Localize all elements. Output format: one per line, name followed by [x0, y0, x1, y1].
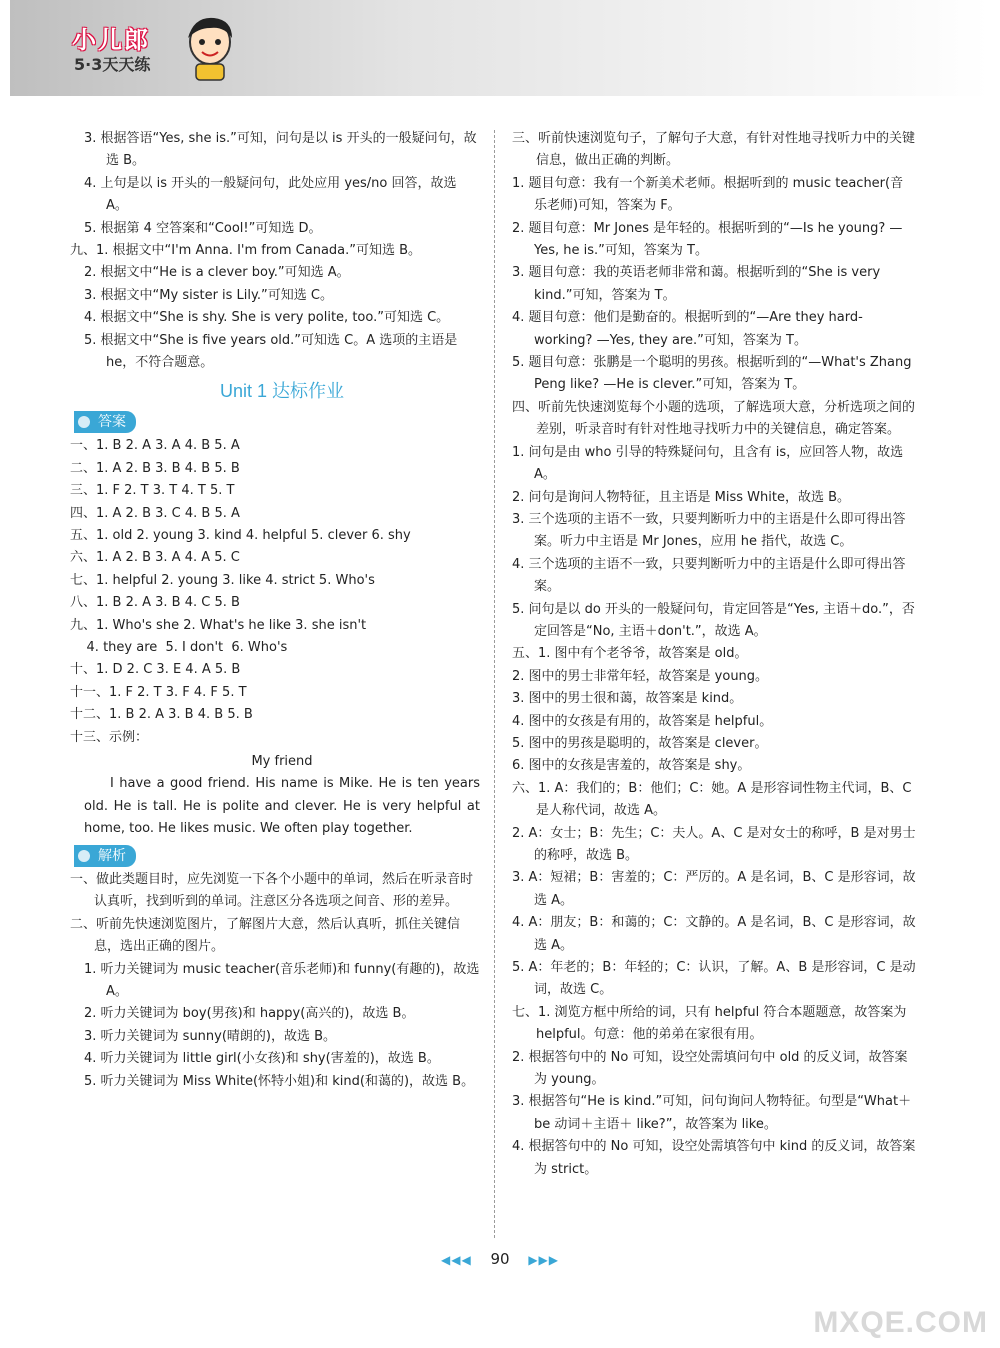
section-four-heading: 四、听前先快速浏览每个小题的选项，了解选项大意，分析选项之间的差别，听录音时有针对性地寻找听力中的关键信息，确定答案。	[512, 399, 916, 438]
list-item: 4. 听力关键词为 little girl(小女孩)和 shy(害羞的)，故选 B。	[84, 1051, 440, 1067]
list-item: 4. 上句是以 is 开头的一般疑问句，此处应用 yes/no 回答，故选 A。	[84, 175, 457, 214]
section-seven-heading: 七、1. 浏览方框中所给的词，只有 helpful 符合本题题意，故答案为 helpful。句意：他的弟弟在家很有用。	[512, 1004, 907, 1043]
section-nine-heading: 九、1. 根据文中“I'm Anna. I'm from Canada.”可知选 B。	[70, 243, 422, 259]
list-item: 3. A：短裙；B：害羞的；C：严厉的。A 是名词，B、C 是形容词，故选 A。	[512, 870, 916, 908]
mascot-icon	[178, 12, 242, 82]
list-item: 4. 根据文中“She is shy. She is very polite, too.”可知选 C。	[84, 310, 450, 326]
answer-row: 七、1. helpful 2. young 3. like 4. strict 5. Who's	[70, 572, 375, 588]
list-item: 3. 题目句意：我的英语老师非常和蔼。根据听到的“She is very kind.”可知，答案为 T。	[512, 265, 881, 303]
list-item: 3. 三个选项的主语不一致，只要判断听力中的主语是什么即可得出答案。听力中主语是 Mr Jones，应用 he 指代，故选 C。	[512, 511, 906, 550]
list-item: 2. A：女士；B：先生；C：夫人。A、C 是对女士的称呼，B 是对男士的称呼，故选 B。	[512, 825, 916, 863]
list-item: 2. 题目句意：Mr Jones 是年轻的。根据听到的“—Is he young? —Yes, he is.”可知，答案为 T。	[512, 220, 903, 259]
answer-label: 答案	[74, 411, 136, 433]
site-watermark: MXQE.COM	[813, 1306, 988, 1339]
list-item: 4. 三个选项的主语不一致，只要判断听力中的主语是什么即可得出答案。	[512, 556, 906, 595]
answer-row: 十三、示例：	[70, 729, 149, 745]
answer-row: 八、1. B 2. A 3. B 4. C 5. B	[70, 595, 240, 611]
section-five-heading: 五、1. 图中有个老爷爷，故答案是 old。	[512, 646, 748, 662]
list-item: 4. A：朋友；B：和蔼的；C：文静的。A 是名词，B、C 是形容词，故选 A。	[512, 915, 916, 953]
list-item: 5. 问句是以 do 开头的一般疑问句，肯定回答是“Yes, 主语＋do.”，否定回答是“No, 主语＋don't.”，故选 A。	[512, 601, 915, 639]
list-item: 4. 图中的女孩是有用的，故答案是 helpful。	[512, 713, 773, 729]
next-arrows-icon: ▶▶▶	[528, 1253, 560, 1267]
list-item: 2. 听力关键词为 boy(男孩)和 happy(高兴的)，故选 B。	[84, 1006, 415, 1022]
list-item: 2. 根据答句中的 No 可知，设空处需填问句中 old 的反义词，故答案为 young。	[512, 1049, 908, 1088]
answer-row: 六、1. A 2. B 3. A 4. A 5. C	[70, 550, 240, 566]
list-item: 1. 听力关键词为 music teacher(音乐老师)和 funny(有趣的)，故选 A。	[84, 961, 480, 1000]
analysis-two: 二、听前先快速浏览图片，了解图片大意，然后认真听，抓住关键信息，选出正确的图片。	[70, 916, 461, 955]
list-item: 1. 题目句意：我有一个新美术老师。根据听到的 music teacher(音乐老师)可知，答案为 F。	[512, 175, 904, 214]
series-name: 5·3天天练	[74, 55, 151, 74]
answer-row: 4. they are 5. I don't 6. Who's	[70, 639, 288, 655]
list-item: 2. 问句是询问人物特征，且主语是 Miss White，故选 B。	[512, 489, 851, 505]
analysis-one: 一、做此类题目时，应先浏览一下各个小题中的单词，然后在听录音时认真听，找到听到的单词。注意区分各选项之间音、形的差异。	[70, 872, 474, 910]
column-divider	[494, 130, 495, 1238]
page-header	[10, 0, 990, 96]
answer-row: 十二、1. B 2. A 3. B 4. B 5. B	[70, 707, 253, 723]
list-item: 3. 根据答句“He is kind.”可知，问句询问人物特征。句型是“What＋be 动词＋主语＋ like?”，故答案为 like。	[512, 1094, 912, 1132]
list-item: 2. 图中的男士非常年轻，故答案是 young。	[512, 668, 769, 684]
list-item: 3. 图中的男士很和蔼，故答案是 kind。	[512, 691, 743, 707]
section-six-heading: 六、1. A：我们的；B：他们；C：她。A 是形容词性物主代词，B、C 是人称代词，故选 A。	[512, 780, 912, 819]
list-item: 4. 题目句意：他们是勤奋的。根据听到的“—Are they hard-working? —Yes, they are.”可知，答案为 T。	[512, 310, 863, 348]
list-item: 1. 问句是由 who 引导的特殊疑问句，且含有 is，应回答人物，故选 A。	[512, 444, 904, 483]
answer-row: 一、1. B 2. A 3. A 4. B 5. A	[70, 438, 240, 454]
list-item: 3. 根据答语“Yes, she is.”可知，问句是以 is 开头的一般疑问句，故选 B。	[84, 131, 477, 169]
brand-logo: 小儿郎	[72, 26, 150, 54]
answer-row: 四、1. A 2. B 3. C 4. B 5. A	[70, 505, 240, 521]
list-item: 5. 根据文中“She is five years old.”可知选 C。A 选项的主语是 he，不符合题意。	[84, 332, 458, 371]
page-footer	[0, 1250, 1000, 1268]
answer-row: 十一、1. F 2. T 3. F 4. F 5. T	[70, 684, 247, 700]
list-item: 3. 听力关键词为 sunny(晴朗的)，故选 B。	[84, 1028, 337, 1044]
list-item: 3. 根据文中“My sister is Lily.”可知选 C。	[84, 287, 333, 303]
left-column	[70, 128, 480, 1093]
prev-arrows-icon: ◀◀◀	[440, 1253, 472, 1267]
unit-title: Unit 1 达标作业	[219, 381, 345, 402]
list-item: 4. 根据答句中的 No 可知，设空处需填答句中 kind 的反义词，故答案为 strict。	[512, 1139, 916, 1177]
list-item: 5. A：年老的；B：年轻的；C：认识，了解。A、B 是形容词，C 是动词，故选 C。	[512, 960, 916, 998]
list-item: 5. 图中的男孩是聪明的，故答案是 clever。	[512, 735, 768, 751]
analysis-label: 解析	[74, 845, 136, 867]
list-item: 5. 根据第 4 空答案和“Cool!”可知选 D。	[84, 220, 322, 236]
answer-row: 九、1. Who's she 2. What's he like 3. she isn't	[70, 617, 367, 633]
answer-row: 十、1. D 2. C 3. E 4. A 5. B	[70, 662, 241, 678]
page-number: 90	[490, 1250, 510, 1268]
list-item: 2. 根据文中“He is a clever boy.”可知选 A。	[84, 265, 350, 281]
right-column	[512, 128, 916, 1181]
list-item: 6. 图中的女孩是害羞的，故答案是 shy。	[512, 758, 751, 774]
essay-title: My friend	[251, 753, 313, 769]
list-item: 5. 听力关键词为 Miss White(怀特小姐)和 kind(和蔼的)，故选 B。	[84, 1073, 475, 1089]
essay-body: I have a good friend. His name is Mike. He is ten years old. He is tall. He is polite and clever. He is very helpful at home, too. He likes music. We often play together.	[84, 776, 480, 837]
section-three-heading: 三、听前快速浏览句子，了解句子大意，有针对性地寻找听力中的关键信息，做出正确的判断。	[512, 131, 916, 169]
answer-row: 五、1. old 2. young 3. kind 4. helpful 5. clever 6. shy	[70, 527, 411, 543]
answer-row: 二、1. A 2. B 3. B 4. B 5. B	[70, 460, 240, 476]
answer-row: 三、1. F 2. T 3. T 4. T 5. T	[70, 483, 235, 499]
list-item: 5. 题目句意：张鹏是一个聪明的男孩。根据听到的“—What's Zhang Peng like? —He is clever.”可知，答案为 T。	[512, 355, 912, 393]
